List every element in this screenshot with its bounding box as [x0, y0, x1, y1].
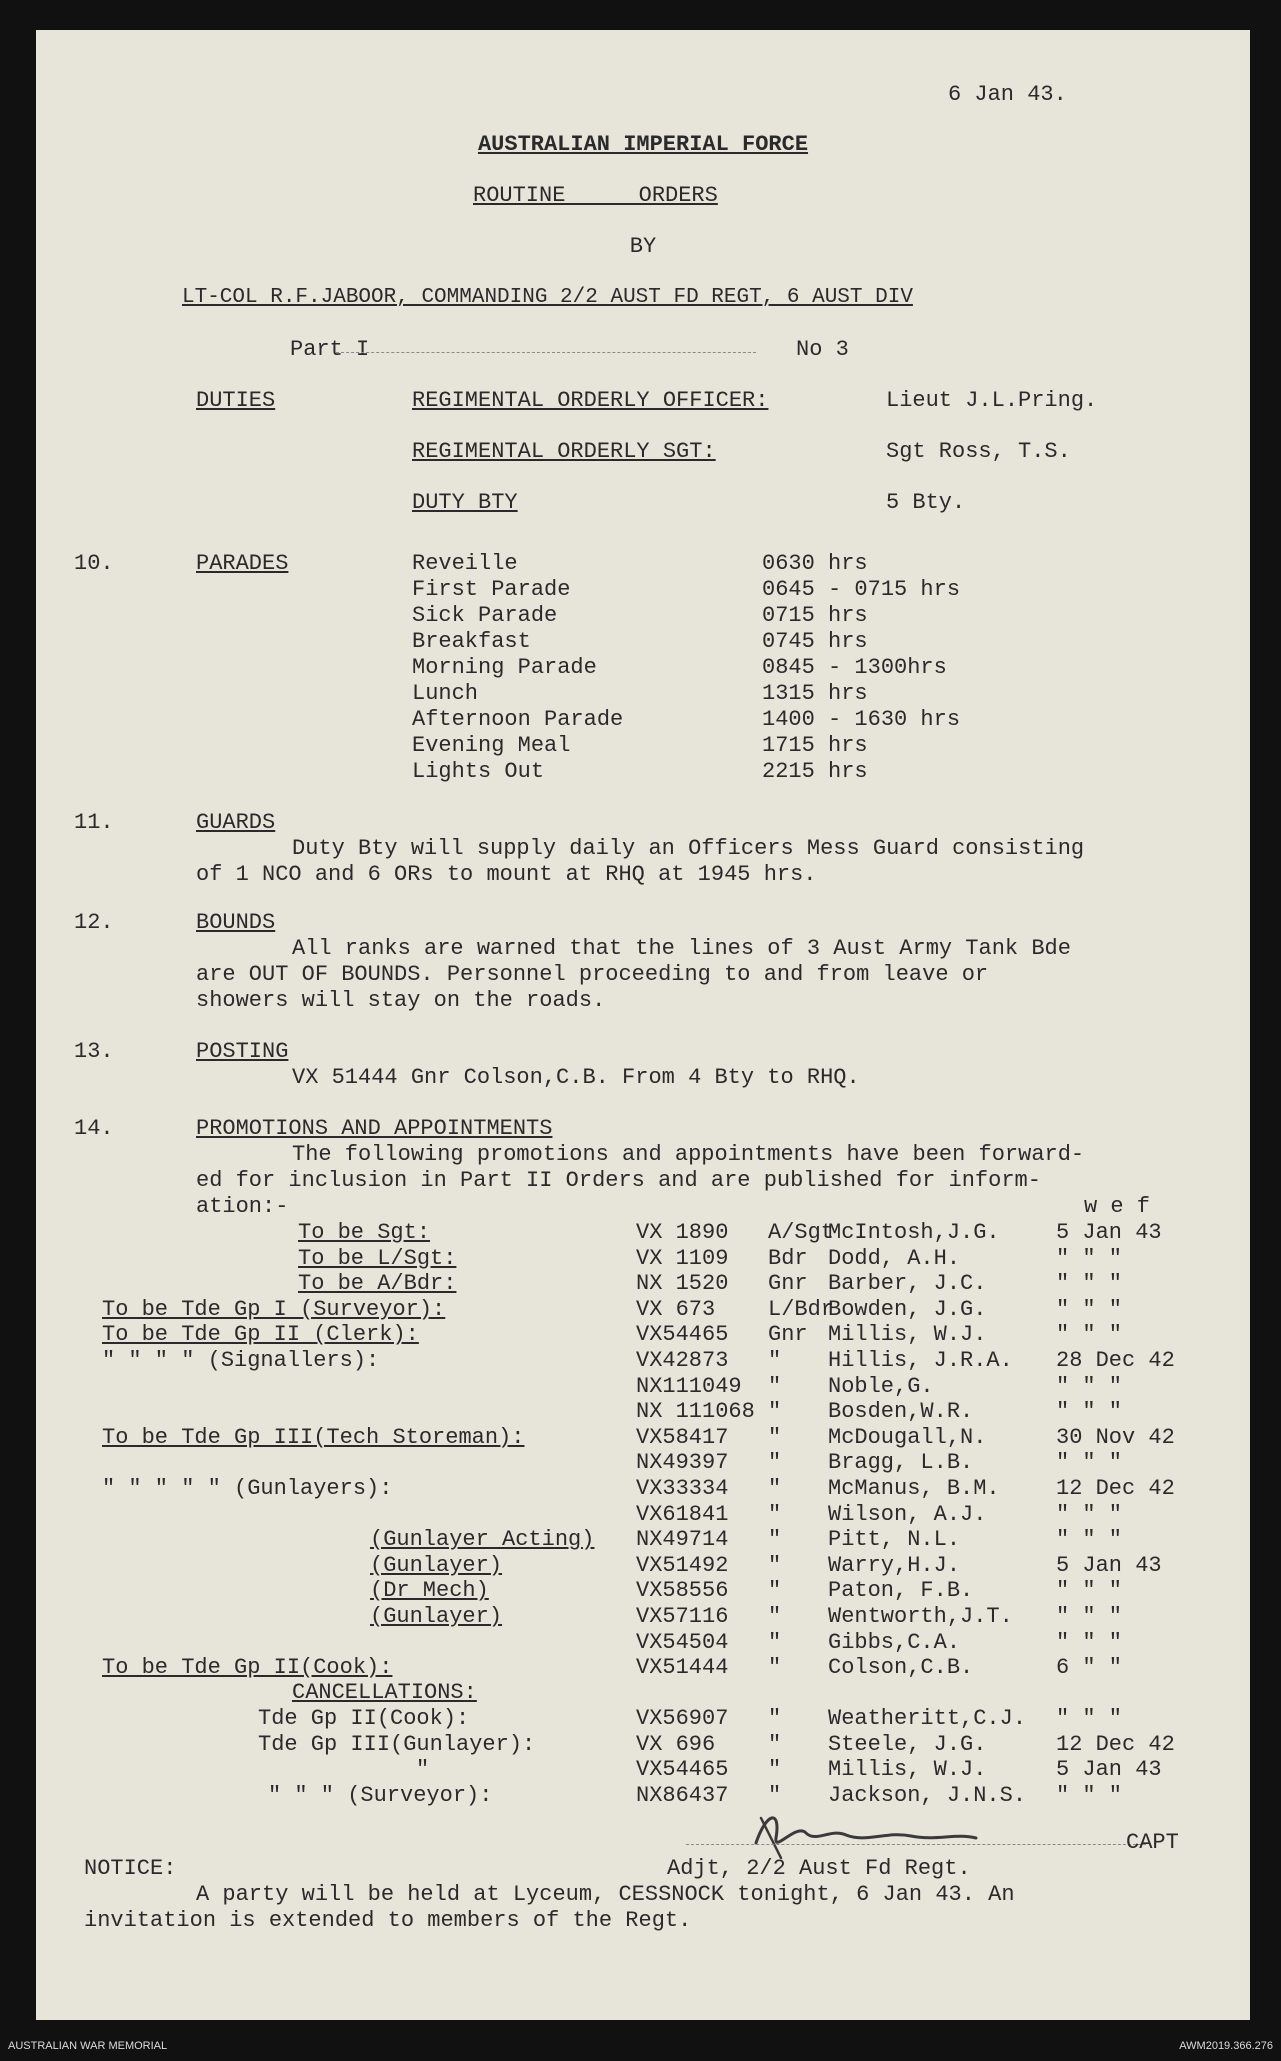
bounds-text-line: showers will stay on the roads.	[196, 988, 606, 1013]
promotion-role: " " " (Surveyor):	[268, 1782, 493, 1808]
promotions-text-line: ation:-	[196, 1194, 289, 1219]
service-number: NX86437	[636, 1782, 729, 1808]
effective-date: " " "	[1056, 1578, 1123, 1604]
service-number: NX49397	[636, 1450, 729, 1476]
posting-heading: POSTING	[196, 1039, 289, 1064]
parade-name: Breakfast	[412, 629, 531, 654]
duty-value: 5 Bty.	[886, 490, 966, 515]
duty-value: Lieut J.L.Pring.	[886, 388, 1098, 413]
member-name: Millis, W.J.	[828, 1322, 987, 1348]
promotion-role: To be Tde Gp I (Surveyor):	[102, 1296, 446, 1322]
service-number: VX57116	[636, 1604, 729, 1629]
service-number: VX 673	[636, 1296, 716, 1322]
promotions-text-line: ed for inclusion in Part II Orders and are published for inform-	[196, 1168, 1041, 1193]
promotion-role: "	[416, 1757, 430, 1783]
commander-line: LT-COL R.F.JABOOR, COMMANDING 2/2 AUST FD REGT, 6 AUST DIV	[182, 286, 913, 309]
effective-date: " " "	[1056, 1501, 1123, 1527]
duties-heading: DUTIES	[196, 388, 276, 413]
promotion-role: (Gunlayer)	[370, 1604, 503, 1629]
member-name: Dodd, A.H.	[828, 1245, 961, 1271]
service-number: VX54465	[636, 1322, 729, 1348]
member-name: McDougall,N.	[828, 1424, 987, 1450]
effective-date: " " "	[1056, 1245, 1123, 1271]
rank: "	[768, 1757, 782, 1783]
section-number: 13.	[74, 1039, 114, 1064]
duty-label: REGIMENTAL ORDERLY OFFICER:	[412, 388, 769, 413]
rank: "	[768, 1450, 782, 1476]
promotion-role: Tde Gp II(Cook):	[258, 1706, 470, 1731]
parade-time: 1400 - 1630 hrs	[762, 707, 961, 732]
bounds-heading: BOUNDS	[196, 910, 276, 935]
effective-date: " " "	[1056, 1399, 1123, 1425]
effective-date: " " "	[1056, 1604, 1123, 1629]
duty-value: Sgt Ross, T.S.	[886, 439, 1071, 464]
rank: "	[768, 1424, 782, 1450]
effective-date: " " "	[1056, 1450, 1123, 1476]
member-name: Bragg, L.B.	[828, 1450, 974, 1476]
effective-date: " " "	[1056, 1706, 1123, 1731]
member-name: Jackson, J.N.S.	[828, 1782, 1027, 1808]
rank: "	[768, 1629, 782, 1655]
rank: Gnr	[768, 1271, 808, 1297]
service-number: NX111049	[636, 1373, 742, 1399]
member-name: Wentworth,J.T.	[828, 1604, 1013, 1629]
parades-heading: PARADES	[196, 551, 289, 576]
parade-time: 0630 hrs	[762, 551, 868, 576]
member-name: McManus, B.M.	[828, 1476, 1000, 1501]
promotions-heading: PROMOTIONS AND APPOINTMENTS	[196, 1116, 553, 1141]
member-name: Noble,G.	[828, 1373, 934, 1399]
service-number: VX33334	[636, 1476, 729, 1501]
parade-name: Afternoon Parade	[412, 707, 624, 732]
rank: "	[768, 1604, 782, 1629]
parade-name: Reveille	[412, 551, 518, 576]
effective-date: " " "	[1056, 1527, 1123, 1553]
document-subtitle: ROUTINE ORDERS	[473, 183, 718, 208]
rank: Gnr	[768, 1322, 808, 1348]
parade-time: 0745 hrs	[762, 629, 868, 654]
member-name: Bowden, J.G.	[828, 1296, 987, 1322]
rank: L/Bdr	[768, 1296, 835, 1322]
parade-time: 2215 hrs	[762, 759, 868, 784]
service-number: VX 1890	[636, 1220, 729, 1245]
promotion-role: To be Tde Gp II (Clerk):	[102, 1322, 419, 1348]
service-number: VX51444	[636, 1655, 729, 1681]
member-name: Pitt, N.L.	[828, 1527, 961, 1553]
effective-date: 5 Jan 43	[1056, 1757, 1162, 1783]
service-number: NX 1520	[636, 1271, 729, 1297]
member-name: McIntosh,J.G.	[828, 1220, 1000, 1245]
rank: "	[768, 1399, 782, 1425]
section-number: 11.	[74, 810, 114, 835]
effective-date: " " "	[1056, 1271, 1123, 1297]
duty-label: REGIMENTAL ORDERLY SGT:	[412, 439, 716, 464]
service-number: VX 1109	[636, 1245, 729, 1271]
service-number: VX51492	[636, 1552, 729, 1578]
service-number: VX 696	[636, 1731, 716, 1757]
member-name: Barber, J.C.	[828, 1271, 987, 1297]
section-number: 10.	[74, 551, 114, 576]
capt-label: CAPT	[1126, 1830, 1179, 1855]
parade-time: 1715 hrs	[762, 733, 868, 758]
rank: A/Sgt	[768, 1220, 835, 1245]
promotion-role: Tde Gp III(Gunlayer):	[258, 1731, 536, 1757]
service-number: VX61841	[636, 1501, 729, 1527]
effective-date: 12 Dec 42	[1056, 1731, 1175, 1757]
duty-label: DUTY BTY	[412, 490, 518, 515]
parade-time: 0845 - 1300hrs	[762, 655, 947, 680]
wef-label: w e f	[1084, 1194, 1151, 1219]
promotion-role: " " " " (Signallers):	[102, 1348, 380, 1373]
member-name: Bosden,W.R.	[828, 1399, 974, 1425]
effective-date: " " "	[1056, 1373, 1123, 1399]
effective-date: 5 Jan 43	[1056, 1220, 1162, 1245]
signature-line	[686, 1844, 1146, 1845]
effective-date: " " "	[1056, 1629, 1123, 1655]
parade-time: 0645 - 0715 hrs	[762, 577, 961, 602]
by-line: BY	[629, 234, 657, 259]
promotion-role: " " " " " (Gunlayers):	[102, 1476, 393, 1501]
bounds-text-line: are OUT OF BOUNDS. Personnel proceeding to and from leave or	[196, 962, 989, 987]
promotion-role: To be A/Bdr:	[298, 1271, 457, 1297]
guards-text-line: of 1 NCO and 6 ORs to mount at RHQ at 1945 hrs.	[196, 862, 817, 887]
parade-name: First Parade	[412, 577, 571, 602]
rank: "	[768, 1578, 782, 1604]
document-page	[36, 30, 1250, 2020]
rank: Bdr	[768, 1245, 808, 1271]
parade-name: Sick Parade	[412, 603, 558, 628]
service-number: NX 111068	[636, 1399, 755, 1425]
adjt-line: Adjt, 2/2 Aust Fd Regt.	[667, 1856, 971, 1881]
service-number: VX54504	[636, 1629, 729, 1655]
section-number: 14.	[74, 1116, 114, 1141]
service-number: VX56907	[636, 1706, 729, 1731]
posting-line: VX 51444 Gnr Colson,C.B. From 4 Bty to RHQ.	[292, 1065, 860, 1090]
effective-date: 12 Dec 42	[1056, 1476, 1175, 1501]
effective-date: " " "	[1056, 1322, 1123, 1348]
member-name: Gibbs,C.A.	[828, 1629, 961, 1655]
member-name: Millis, W.J.	[828, 1757, 987, 1783]
effective-date: 28 Dec 42	[1056, 1348, 1175, 1373]
member-name: Weatheritt,C.J.	[828, 1706, 1027, 1731]
service-number: VX54465	[636, 1757, 729, 1783]
promotion-role: To be L/Sgt:	[298, 1245, 457, 1271]
effective-date: 5 Jan 43	[1056, 1552, 1162, 1578]
member-name: Wilson, A.J.	[828, 1501, 987, 1527]
divider	[336, 352, 756, 353]
footer-left: AUSTRALIAN WAR MEMORIAL	[8, 2040, 168, 2052]
promotion-role: To be Sgt:	[298, 1220, 431, 1245]
service-number: VX58417	[636, 1424, 729, 1450]
cancellations-heading: CANCELLATIONS:	[292, 1680, 477, 1705]
footer-right: AWM2019.366.276	[1179, 2040, 1273, 2052]
bounds-text-line: All ranks are warned that the lines of 3 Aust Army Tank Bde	[292, 936, 1071, 961]
effective-date: " " "	[1056, 1782, 1123, 1808]
parade-time: 0715 hrs	[762, 603, 868, 628]
section-number: 12.	[74, 910, 114, 935]
rank: "	[768, 1501, 782, 1527]
rank: "	[768, 1552, 782, 1578]
promotion-role: (Dr Mech)	[370, 1578, 489, 1604]
rank: "	[768, 1706, 782, 1731]
promotion-role: (Gunlayer)	[370, 1552, 503, 1578]
parade-name: Evening Meal	[412, 733, 571, 758]
effective-date: 30 Nov 42	[1056, 1424, 1175, 1450]
part-number: Part I	[290, 337, 370, 362]
member-name: Colson,C.B.	[828, 1655, 974, 1681]
parade-name: Morning Parade	[412, 655, 597, 680]
rank: "	[768, 1373, 782, 1399]
promotions-text-line: The following promotions and appointments have been forward-	[292, 1142, 1085, 1167]
guards-heading: GUARDS	[196, 810, 276, 835]
parade-name: Lunch	[412, 681, 479, 706]
promotion-role: To be Tde Gp II(Cook):	[102, 1655, 393, 1681]
member-name: Hillis, J.R.A.	[828, 1348, 1013, 1373]
document-title: AUSTRALIAN IMPERIAL FORCE	[477, 132, 809, 157]
rank: "	[768, 1655, 782, 1681]
parade-name: Lights Out	[412, 759, 545, 784]
handwritten-signature	[736, 1803, 1036, 1863]
effective-date: " " "	[1056, 1296, 1123, 1322]
notice-heading: NOTICE:	[84, 1856, 177, 1881]
rank: "	[768, 1782, 782, 1808]
notice-text-line: A party will be held at Lyceum, CESSNOCK tonight, 6 Jan 43. An	[196, 1882, 1015, 1907]
service-number: NX49714	[636, 1527, 729, 1553]
guards-text-line: Duty Bty will supply daily an Officers Mess Guard consisting	[292, 836, 1085, 861]
member-name: Paton, F.B.	[828, 1578, 974, 1604]
notice-text-line: invitation is extended to members of the Regt.	[84, 1908, 692, 1933]
member-name: Warry,H.J.	[828, 1552, 961, 1578]
date: 6 Jan 43.	[948, 82, 1067, 107]
service-number: VX58556	[636, 1578, 729, 1604]
service-number: VX42873	[636, 1348, 729, 1373]
rank: "	[768, 1476, 782, 1501]
rank: "	[768, 1527, 782, 1553]
promotion-role: (Gunlayer Acting)	[370, 1527, 595, 1553]
parade-time: 1315 hrs	[762, 681, 868, 706]
order-number: No 3	[796, 337, 849, 362]
member-name: Steele, J.G.	[828, 1731, 987, 1757]
rank: "	[768, 1731, 782, 1757]
rank: "	[768, 1348, 782, 1373]
promotion-role: To be Tde Gp III(Tech Storeman):	[102, 1424, 525, 1450]
effective-date: 6 " "	[1056, 1655, 1123, 1681]
